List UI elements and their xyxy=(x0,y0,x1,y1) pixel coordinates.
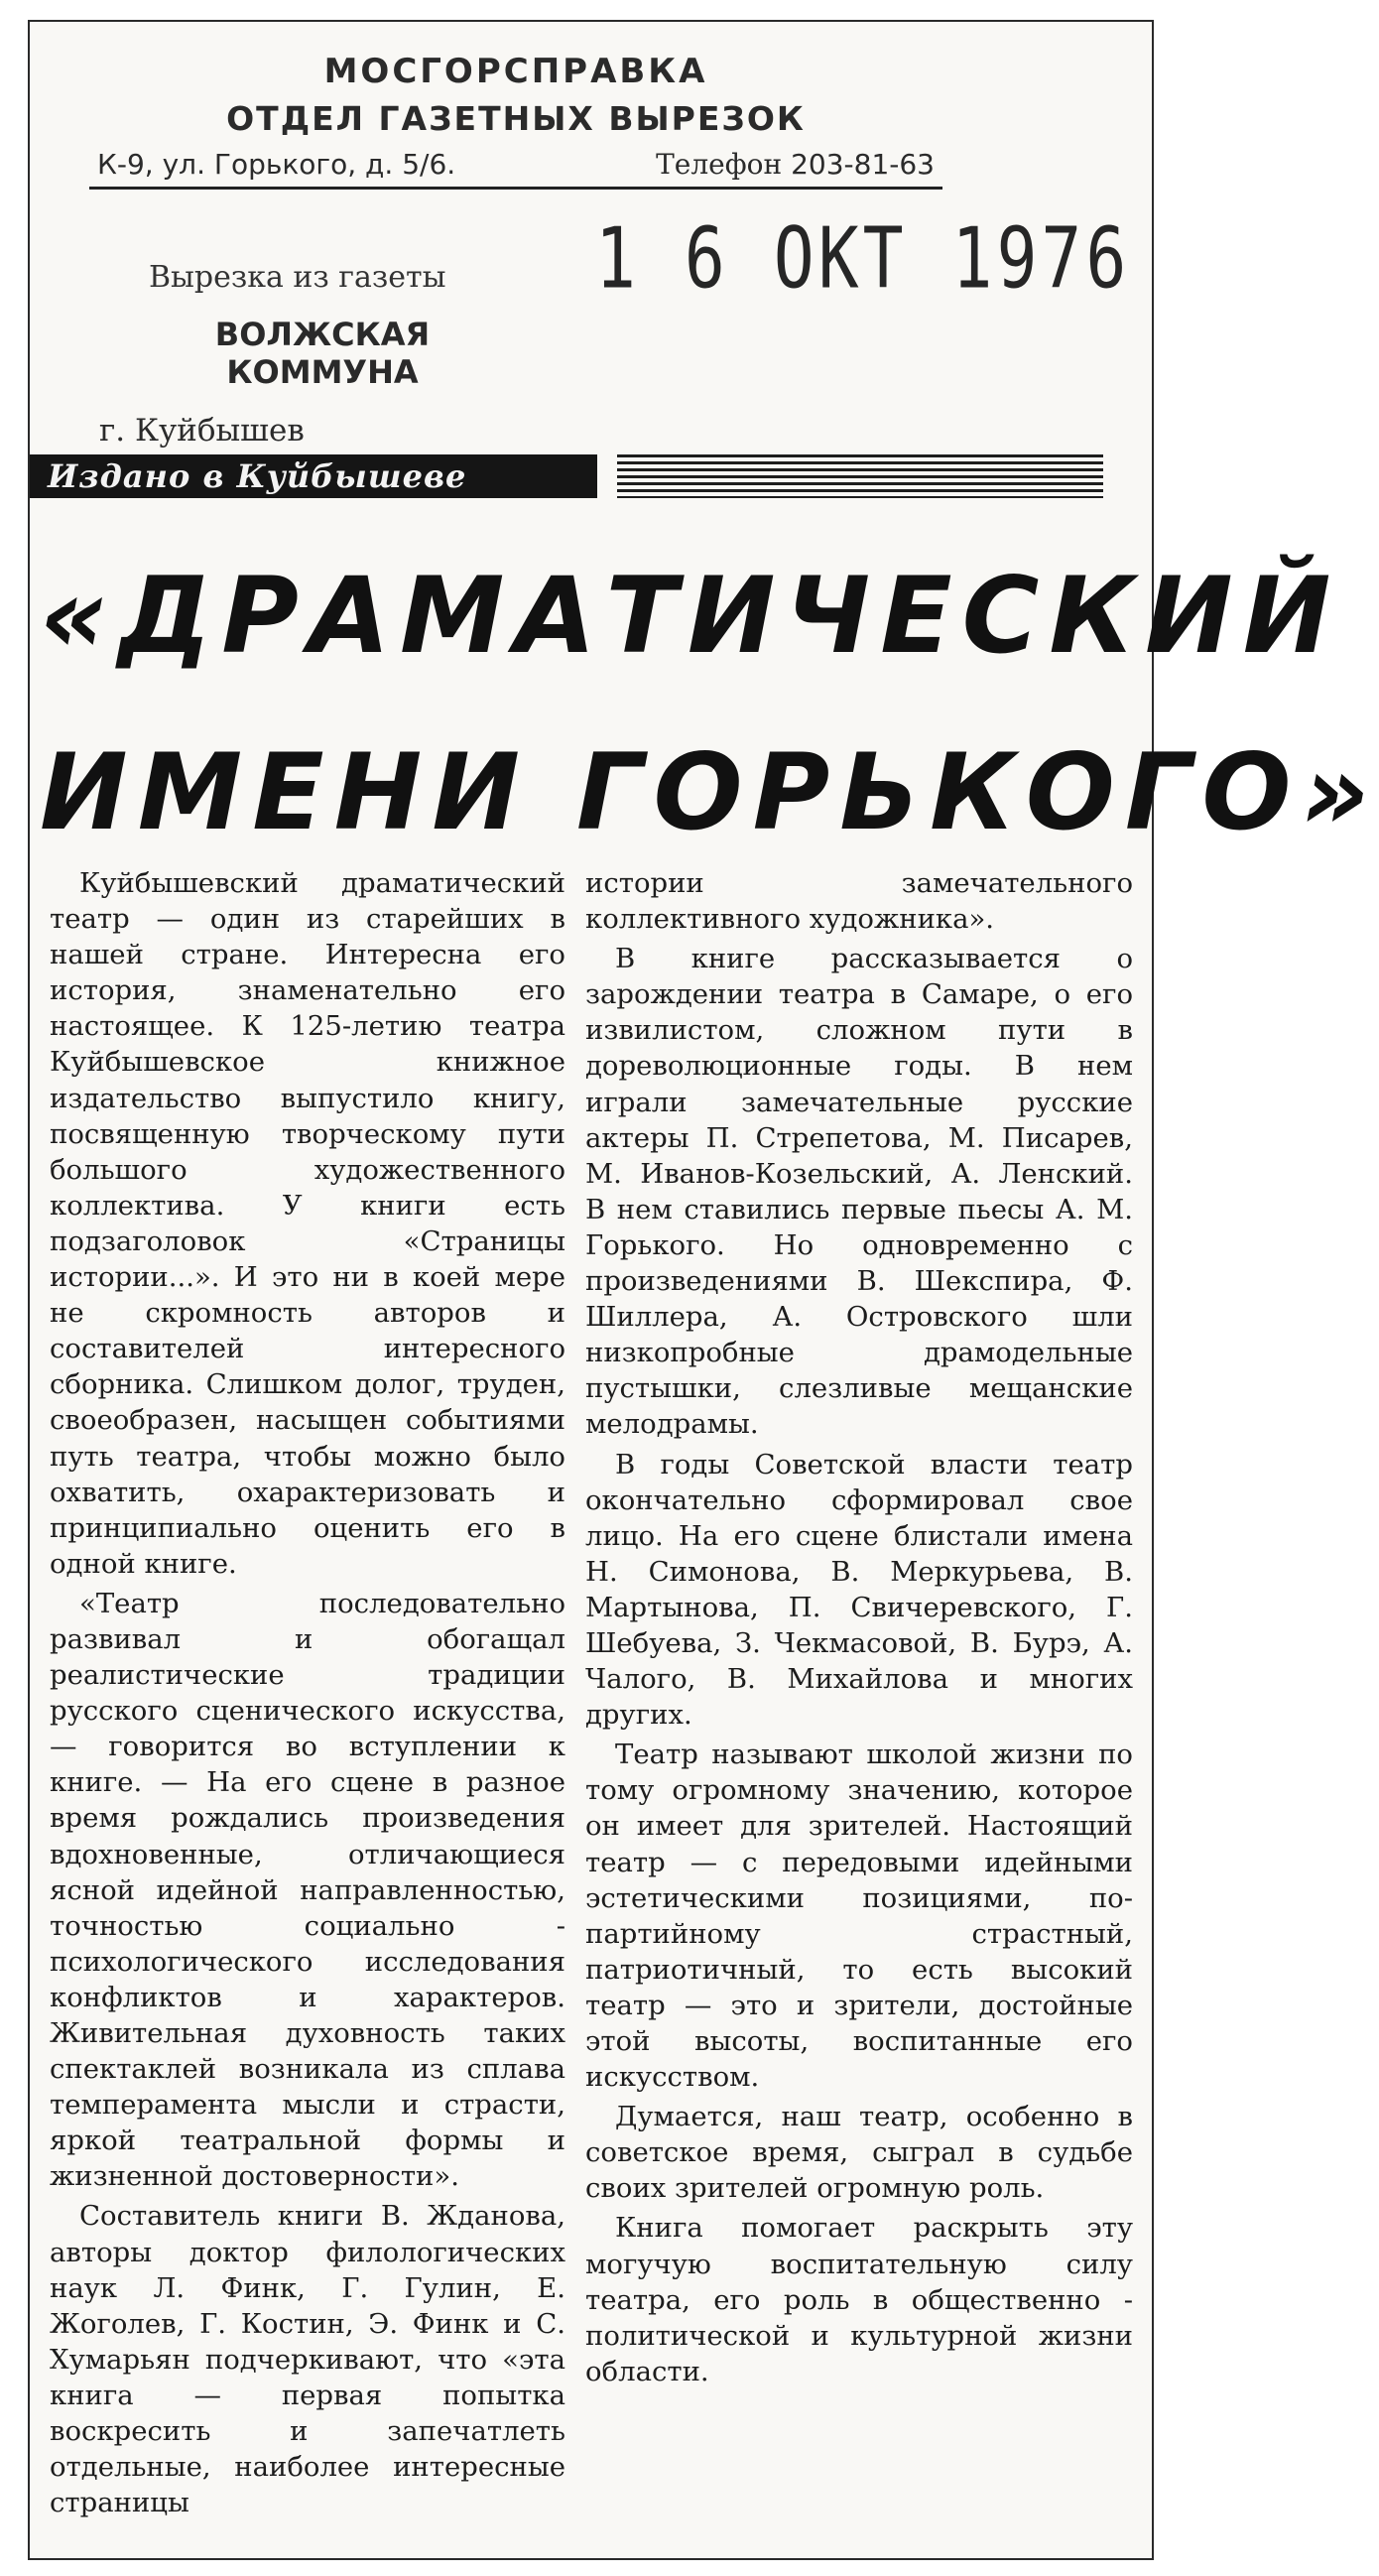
agency-address: К-9, ул. Горького, д. 5/6. xyxy=(97,148,456,181)
agency-name: МОСГОРСПРАВКА xyxy=(323,52,708,91)
paragraph: В годы Советской власти театр окончательно сформировал свое лицо. На его сцене блистали имена Н. Симонова, В. Меркурьева, В. Мартынова, П. Свичеревского, Г. Шебуева, З. Чекмасовой, В. Бурэ, А. Чалого, В. Михайлова и многих других. xyxy=(585,1448,1133,1732)
agency-address-row xyxy=(89,148,942,190)
headline-line-2: ИМЕНИ ГОРЬКОГО» xyxy=(40,731,1379,853)
agency-phone xyxy=(656,148,935,181)
paragraph: Думается, наш театр, особенно в советское время, сыграл в судьбе своих зрителей огромную роль. xyxy=(585,2101,1133,2205)
decorative-rules xyxy=(617,454,1103,498)
article-column-right xyxy=(585,865,1133,2389)
paragraph: Книга помогает раскрыть эту могучую воспитательную силу театра, его роль в общественно - политической и культурной жизни области. xyxy=(585,2212,1133,2387)
source-label: Вырезка из газеты xyxy=(149,260,446,295)
newspaper-name: ВОЛЖСКАЯ КОММУНА xyxy=(214,316,431,391)
phone-label: Телефон xyxy=(656,148,783,181)
phone-number: 203-81-63 xyxy=(791,148,935,181)
paragraph-continued: истории замечательного коллективного художника». xyxy=(585,867,1133,936)
headline-line-1: «ДРАМАТИЧЕСКИЙ xyxy=(40,555,1341,677)
newspaper-city: г. Куйбышев xyxy=(99,413,305,449)
date-stamp: 1 6 ОКТ 1976 xyxy=(595,210,1131,309)
agency-department: ОТДЕЛ ГАЗЕТНЫХ ВЫРЕЗОК xyxy=(226,99,806,138)
paragraph: Куйбышевский драматический театр — один из старейших в нашей стране. Интересна его история, знаменательно его настоящее. К 125-летию театра Куйбышевское книжное издательство выпустило книгу, посвященную творческому пути большого художественного коллектива. У книги есть подзаголовок «Страницы истории...». И это ни в коей мере не скромность авторов и составителей интересного сборника. Слишком долог, труден, своеобразен, насыщен событиями путь театра, чтобы можно было охватить, охарактеризовать и принципиально оценить его в одной книге. xyxy=(50,867,565,1580)
article-column-left xyxy=(50,865,565,2520)
agency-stamp xyxy=(89,52,942,190)
article-headline xyxy=(40,555,1379,853)
paragraph: Театр называют школой жизни по тому огромному значению, которое он имеет для зрителей. Настоящий театр — с передовыми идейными эстетическими позициями, по-партийному страстный, патриотичный, то есть высокий театр — это и зрители, достойные этой высоты, воспитанные его искусством. xyxy=(585,1739,1133,2094)
rubric-banner: Издано в Куйбышеве xyxy=(30,454,597,498)
paragraph: «Театр последовательно развивал и обогащал реалистические традиции русского сценического искусства, — говорится во вступлении к книге. — На его сцене в разное время рождались произведения вдохновенные, отличающиеся ясной идейной направленностью, точностью социально - психологического исследования конфликтов и характеров. Живительная духовность таких спектаклей возникала из сплава темперамента мысли и страсти, яркой театральной формы и жизненной достоверности». xyxy=(50,1587,565,2193)
paragraph: Составитель книги В. Жданова, авторы доктор филологических наук Л. Финк, Г. Гулин, Е. Жоголев, Г. Костин, Э. Финк и С. Хумарьян подчеркивают, что «эта книга — первая попытка воскресить и запечатлеть отдельные, наиболее интересные страницы xyxy=(50,2200,565,2519)
paragraph: В книге рассказывается о зарождении театра в Самаре, о его извилистом, сложном пути в дореволюционные годы. В нем играли замечательные русские актеры П. Стрепетова, М. Писарев, М. Иванов-Козельский, А. Ленский. В нем ставились первые пьесы А. М. Горького. Но одновременно с произведениями В. Шекспира, Ф. Шиллера, А. Островского шли низкопробные драмодельные пустышки, слезливые мещанские мелодрамы. xyxy=(585,943,1133,1441)
